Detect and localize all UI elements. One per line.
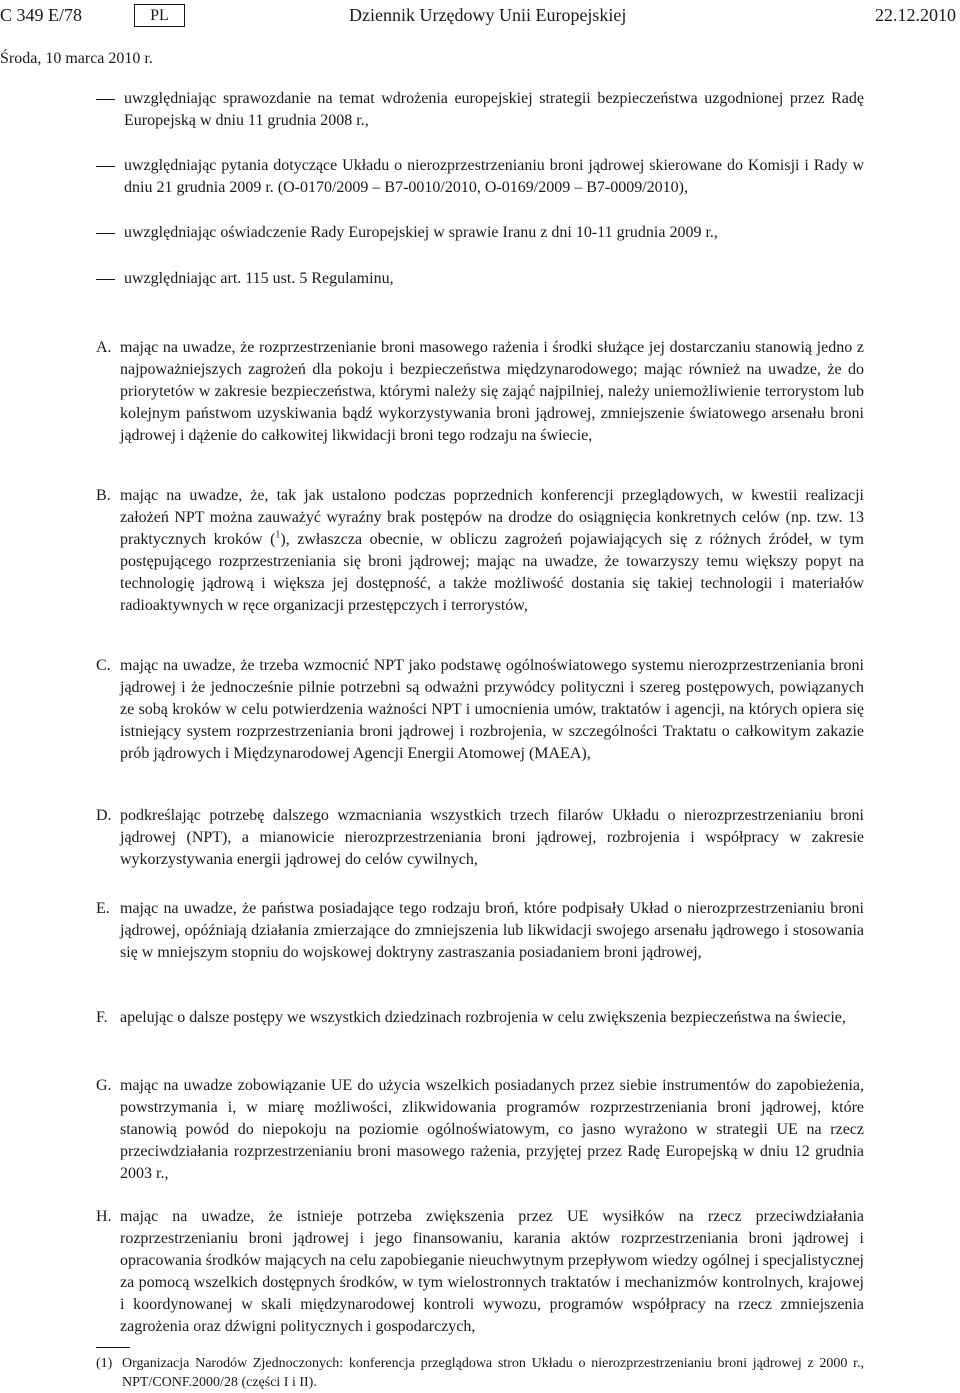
journal-series: C 349 E/78 [0, 5, 83, 25]
recital-letter: C. [96, 657, 111, 674]
recital-text: apelując o dalsze postępy we wszystkich dziedzinach rozbrojenia w celu zwiększenia bezpieczeństwa na świecie, [120, 1009, 846, 1026]
recital-g [96, 1075, 864, 1185]
page-header [0, 3, 960, 27]
dash-marker [96, 233, 115, 234]
recital-d [96, 805, 864, 871]
session-date: Środa, 10 marca 2010 r. [0, 50, 153, 67]
recital-letter: H. [96, 1208, 112, 1225]
dash-marker [96, 166, 115, 167]
language-badge: PL [134, 4, 185, 27]
recital-letter: F. [96, 1009, 108, 1026]
recital-c [96, 655, 864, 765]
recital-text: podkreślając potrzebę dalszego wzmacniania wszystkich trzech filarów Układu o nierozprzestrzenianiu broni jądrowej (NPT), a mianowicie nierozprzestrzeniania broni jądrowej, rozbrojenia i współpracy w zakresie wykorzystywania energii jądrowej do celów cywilnych, [120, 807, 864, 868]
recital-h [96, 1206, 864, 1338]
footnote-reference[interactable]: 1 [275, 529, 281, 541]
recital-e [96, 898, 864, 964]
footnote-text: Organizacja Narodów Zjednoczonych: konferencja przeglądowa stron Układu o nierozprzestrzenianiu broni jądrowej z 2000 r., NPT/CONF.2000/28 (części I i II). [122, 1356, 864, 1390]
citation-text: uwzględniając oświadczenie Rady Europejskiej w sprawie Iranu z dni 10-11 grudnia 2009 r., [124, 224, 718, 241]
journal-title: Dziennik Urzędowy Unii Europejskiej [349, 5, 627, 25]
citation-item [96, 268, 864, 290]
footnote-mark: (1) [96, 1356, 113, 1371]
recital-f [96, 1007, 864, 1029]
recital-a [96, 337, 864, 447]
recital-letter: D. [96, 807, 112, 824]
recital-text: mając na uwadze zobowiązanie UE do użycia wszelkich posiadanych przez siebie instrumentów do zapobieżenia, powstrzymania i, w miarę możliwości, zlikwidowania programów rozprzestrzeniania broni jądrowej, które stanowią powód do niepokoju na poziomie ogólnoświatowym, co jasno wyrażono w strategii UE na rzecz przeciwdziałania rozprzestrzenianiu broni masowego rażenia, przyjętej przez Radę Europejską w dniu 12 grudnia 2003 r., [120, 1077, 864, 1182]
footnote [96, 1354, 864, 1392]
recital-text: mając na uwadze, że trzeba wzmocnić NPT jako podstawę ogólnoświatowego systemu nierozprzestrzeniania broni jądrowej i że jednocześnie pilnie potrzebni są odważni przywódcy polityczni i szereg postępowych, powiązanych ze sobą kroków w celu potwierdzenia ważności NPT i umocnienia umów, traktatów i agencji, na których opiera się istniejący system rozprzestrzeniania broni jądrowej i rozbrojenia, w szczególności Traktatu o całkowitym zakazie prób jądrowych i Międzynarodowej Agencji Energii Atomowej (MAEA), [120, 657, 864, 762]
recital-text [120, 485, 864, 617]
citation-text: uwzględniając pytania dotyczące Układu o nierozprzestrzenianiu broni jądrowej skierowane do Komisji i Rady w dniu 21 grudnia 2009 r. (O-0170/2009 – B7-0010/2010, O-0169/2009 – B7-0009/2010), [124, 157, 864, 196]
citation-item [96, 155, 864, 199]
recital-letter: G. [96, 1077, 112, 1094]
recital-letter: E. [96, 900, 110, 917]
publication-date: 22.12.2010 [875, 5, 956, 25]
dash-marker [96, 279, 115, 280]
citation-text: uwzględniając sprawozdanie na temat wdrożenia europejskiej strategii bezpieczeństwa uzgodnionej przez Radę Europejską w dniu 11 grudnia 2008 r., [124, 90, 864, 129]
recital-letter: A. [96, 339, 112, 356]
recital-text-part: mając na uwadze, że, tak jak ustalono podczas poprzednich konferencji przeglądowych, w kwestii realizacji założeń NPT można zauważyć wyraźny brak postępów na drodze do osiągnięcia konkretnych celów (np. tzw. 13 praktycznych kroków ( [120, 487, 864, 548]
recital-text: mając na uwadze, że istnieje potrzeba zwiększenia przez UE wysiłków na rzecz przeciwdziałania rozprzestrzenianiu broni jądrowej i jego finansowaniu, karania aktów rozprzestrzeniania broni jądrowej i opracowania środków mających na celu zapobieganie nieuchwytnym przepływom wiedzy ogólnej i specjalistycznej za pomocą wszelkich dostępnych środków, w tym wielostronnych traktatów i mechanizmów kontrolnych, krajowej i koordynowanej w skali międzynarodowej kontroli wywozu, programów współpracy na rzecz zmniejszenia zagrożenia oraz dźwigni politycznych i gospodarczych, [120, 1208, 864, 1335]
recital-text: mając na uwadze, że rozprzestrzenianie broni masowego rażenia i środki służące jej dostarczaniu stanowią jedno z najpoważniejszych zagrożeń dla pokoju i bezpieczeństwa międzynarodowego; mając również na uwadze, że do priorytetów w zakresie bezpieczeństwa, którymi należy się zająć najpilniej, należy uniemożliwienie terrorystom lub kolejnym państwom uzyskiwania bądź wykorzystywania broni jądrowej, zmniejszenie światowego arsenału broni jądrowej i dążenie do całkowitej likwidacji broni tego rodzaju na świecie, [120, 339, 864, 444]
recital-letter: B. [96, 487, 111, 504]
recital-text-part: ), zwłaszcza obecnie, w obliczu zagrożeń pojawiających się z różnych źródeł, w tym postępującego rozprzestrzeniania się broni jądrowej; mając na uwadze, że towarzyszy temu większy popyt na technologię jądrową i większa jej dostępność, a także możliwość dostania się takiej technologii i materiałów radioaktywnych w ręce organizacji przestępczych i terrorystów, [120, 531, 864, 614]
recital-b [96, 485, 864, 617]
citation-item [96, 88, 864, 132]
dash-marker [96, 99, 115, 100]
recital-text: mając na uwadze, że państwa posiadające tego rodzaju broń, które podpisały Układ o nierozprzestrzenianiu broni jądrowej, opóźniają działania zmierzające do zmniejszenia lub likwidacji swojego arsenału jądrowego i stosowania się w mniejszym stopniu do wojskowej doktryny zastraszania posiadaniem broni jądrowej, [120, 900, 864, 961]
citation-item [96, 222, 864, 244]
footnote-separator [96, 1347, 130, 1348]
citation-text: uwzględniając art. 115 ust. 5 Regulaminu, [124, 270, 394, 287]
